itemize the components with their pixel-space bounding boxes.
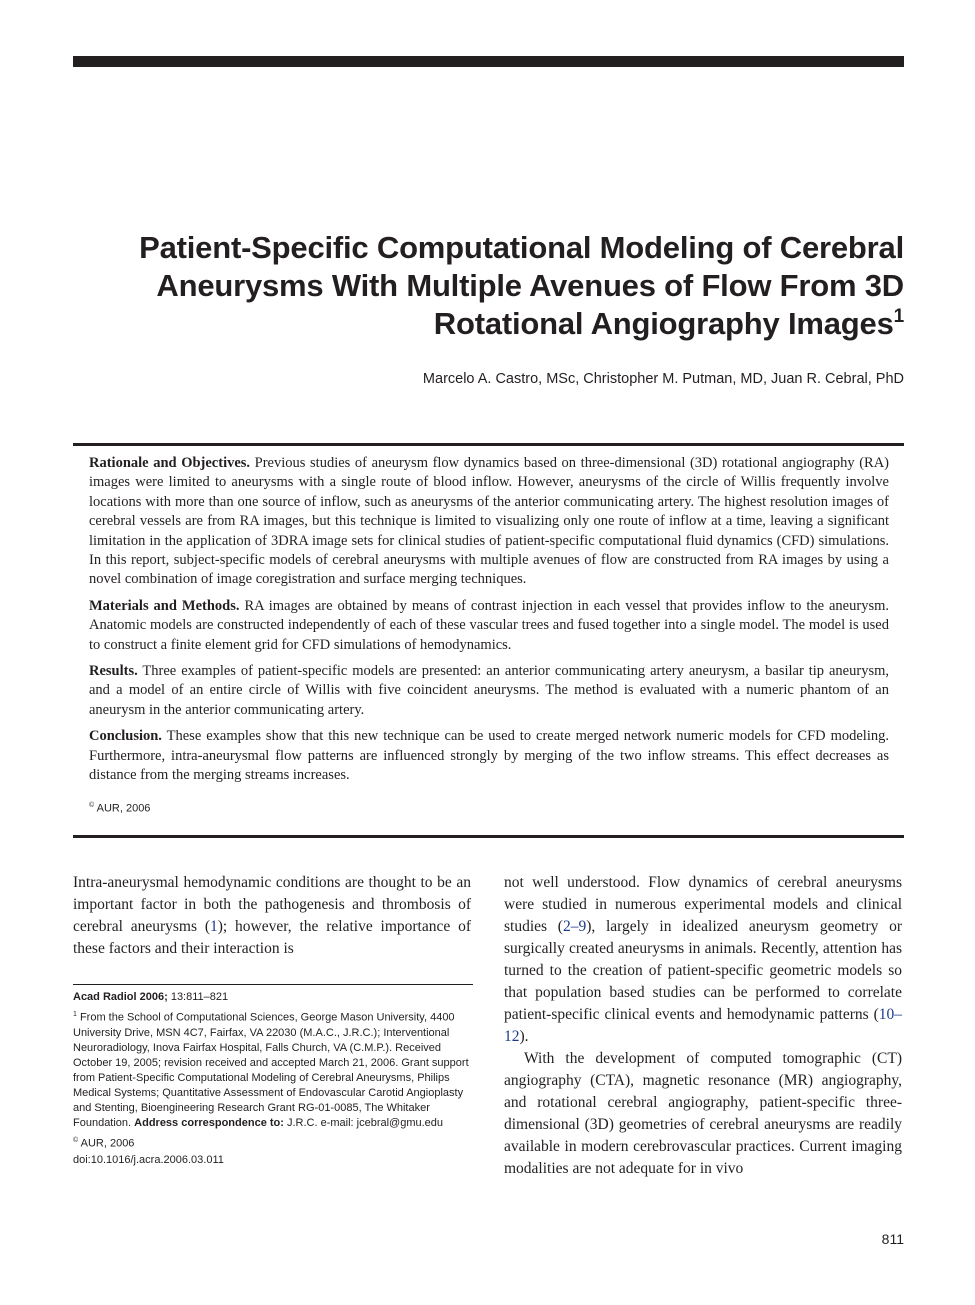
abstract-copyright-text: AUR, 2006: [94, 802, 151, 815]
body-text: ), largely in idealized aneurysm geometry or surgically created aneurysms in animals. Recently, attention has turned to the creation of patient-specific geometric models so that population based studies can be performed to correlate patient-specific clinical events and hemodynamic patterns (: [504, 918, 902, 1023]
abstract-rationale-text: Previous studies of aneurysm flow dynamics based on three-dimensional (3D) rotational angiography (RA) images were limited to aneurysms with a single route of blood inflow. However, aneurysms of the circle of Willis frequently involve locations with more than one source of inflow, such as aneurysms of the anterior communicating artery. The highest resolution images of cerebral vessels are from RA images, but this technique is limited to visualizing only one route of inflow at a time, leaving a significant limitation in the application of 3DRA image sets for clinical studies of patient-specific computational fluid dynamics (CFD) simulations. In this report, subject-specific models of cerebral aneurysms with multiple avenues of flow are constructed from RA images by using a novel combination of image coregistration and surface merging techniques.: [89, 455, 889, 588]
abstract-results-label: Results.: [89, 663, 138, 680]
abstract-methods-label: Materials and Methods.: [89, 597, 240, 614]
body-paragraph: With the development of computed tomographic (CT) angiography (CTA), magnetic resonance (MR) angiography, and rotational cerebral angiography, patient-specific three-dimensional (3D) geometries of cerebral aneurysms are readily available in modern cerebrovascular practices. Current imaging modalities are not adequate for in vivo: [504, 1050, 902, 1177]
affiliation-marker: 1: [73, 1011, 77, 1018]
body-text: Intra-aneurysmal hemodynamic conditions are thought to be an important factor in both the pathogenesis and thrombosis of cerebral aneurysms (: [73, 874, 471, 935]
journal-citation-rest: 13:811–821: [167, 991, 229, 1003]
abstract-methods: [89, 597, 889, 655]
abstract: [89, 454, 889, 826]
body-text: ); however, the relative importance of these factors and their interaction is: [73, 918, 471, 957]
abstract-rationale: [89, 454, 889, 590]
footnote-copyright: [73, 1133, 473, 1152]
article-title-text: Patient-Specific Computational Modeling of Cerebral Aneurysms With Multiple Avenues of Flow From 3D Rotational Angiography Images: [139, 230, 904, 341]
abstract-conclusion-label: Conclusion.: [89, 728, 162, 745]
body-text: not well understood. Flow dynamics of cerebral aneurysms were studied in numerous experimental models and clinical studies (: [504, 874, 902, 935]
body-paragraph: [504, 872, 902, 1048]
abstract-results: [89, 662, 889, 720]
body-left-column: [73, 872, 471, 960]
body-paragraph: [73, 872, 471, 960]
abstract-bottom-rule: [73, 835, 904, 838]
footnote-rule: [73, 984, 473, 985]
address-correspondence-label: Address correspondence to:: [134, 1116, 284, 1129]
address-correspondence-text[interactable]: J.R.C. e-mail: jcebral@gmu.edu: [283, 1116, 444, 1129]
abstract-conclusion: [89, 727, 889, 785]
footnote-copyright-text: AUR, 2006: [78, 1137, 135, 1150]
abstract-rationale-label: Rationale and Objectives.: [89, 455, 251, 471]
abstract-copyright: [89, 796, 889, 819]
journal-citation: [73, 990, 473, 1005]
reference-link[interactable]: 2–9: [562, 918, 587, 935]
affiliation-text: From the School of Computational Sciences, George Mason University, 4400 University Drive, MSN 4C7, Fairfax, VA 22030 (M.A.C., J.R.C.); Interventional Neuroradiology, Inova Fairfax Hospital, Falls Church, VA (C.M.P.). Received October 19, 2005; revision received and accepted March 21, 2006. Grant support from Patient-Specific Computational Modeling of Cerebral Aneurysms, Philips Medical Systems; Quantitative Assessment of Endovascular Carotid Angioplasty and Stenting, Bioengineering Research Grant RG-01-0085, The Whitaker Foundation.: [73, 1011, 469, 1129]
reference-link[interactable]: 10–12: [504, 1006, 902, 1045]
footnotes: [73, 990, 473, 1168]
journal-citation-bold: Acad Radiol 2006;: [73, 991, 168, 1003]
body-right-column: [504, 872, 902, 1180]
abstract-top-rule: [73, 443, 904, 446]
body-text: ).: [519, 1028, 529, 1045]
copyright-symbol: ©: [73, 1136, 79, 1144]
author-list: Marcelo A. Castro, MSc, Christopher M. Putman, MD, Juan R. Cebral, PhD: [422, 371, 904, 387]
title-footnote-marker[interactable]: 1: [893, 306, 904, 327]
copyright-symbol: ©: [89, 801, 95, 809]
doi[interactable]: doi:10.1016/j.acra.2006.03.011: [73, 1154, 224, 1167]
top-rule: [73, 56, 904, 67]
abstract-methods-text: RA images are obtained by means of contrast injection in each vessel that provides inflow to the aneurysm. Anatomic models are constructed independently of each of these vascular trees and fused together into a single model. The model is used to construct a finite element grid for CFD simulations of hemodynamics.: [89, 597, 889, 653]
abstract-conclusion-text: These examples show that this new technique can be used to create merged network numeric models for CFD modeling. Furthermore, intra-aneurysmal flow patterns are influenced strongly by merging of the two inflow streams. This effect decreases as distance from the merging streams increases.: [89, 728, 889, 784]
abstract-results-text: Three examples of patient-specific models are presented: an anterior communicating artery aneurysm, a basilar tip aneurysm, and a model of an entire circle of Willis with five coincident aneurysms. The method is evaluated with a numeric phantom of an aneurysm in the anterior communicating artery.: [89, 663, 889, 718]
page-number: 811: [881, 1231, 904, 1247]
article-title: [73, 229, 904, 343]
reference-link[interactable]: 1: [210, 918, 218, 935]
affiliation-footnote: [73, 1007, 473, 1131]
